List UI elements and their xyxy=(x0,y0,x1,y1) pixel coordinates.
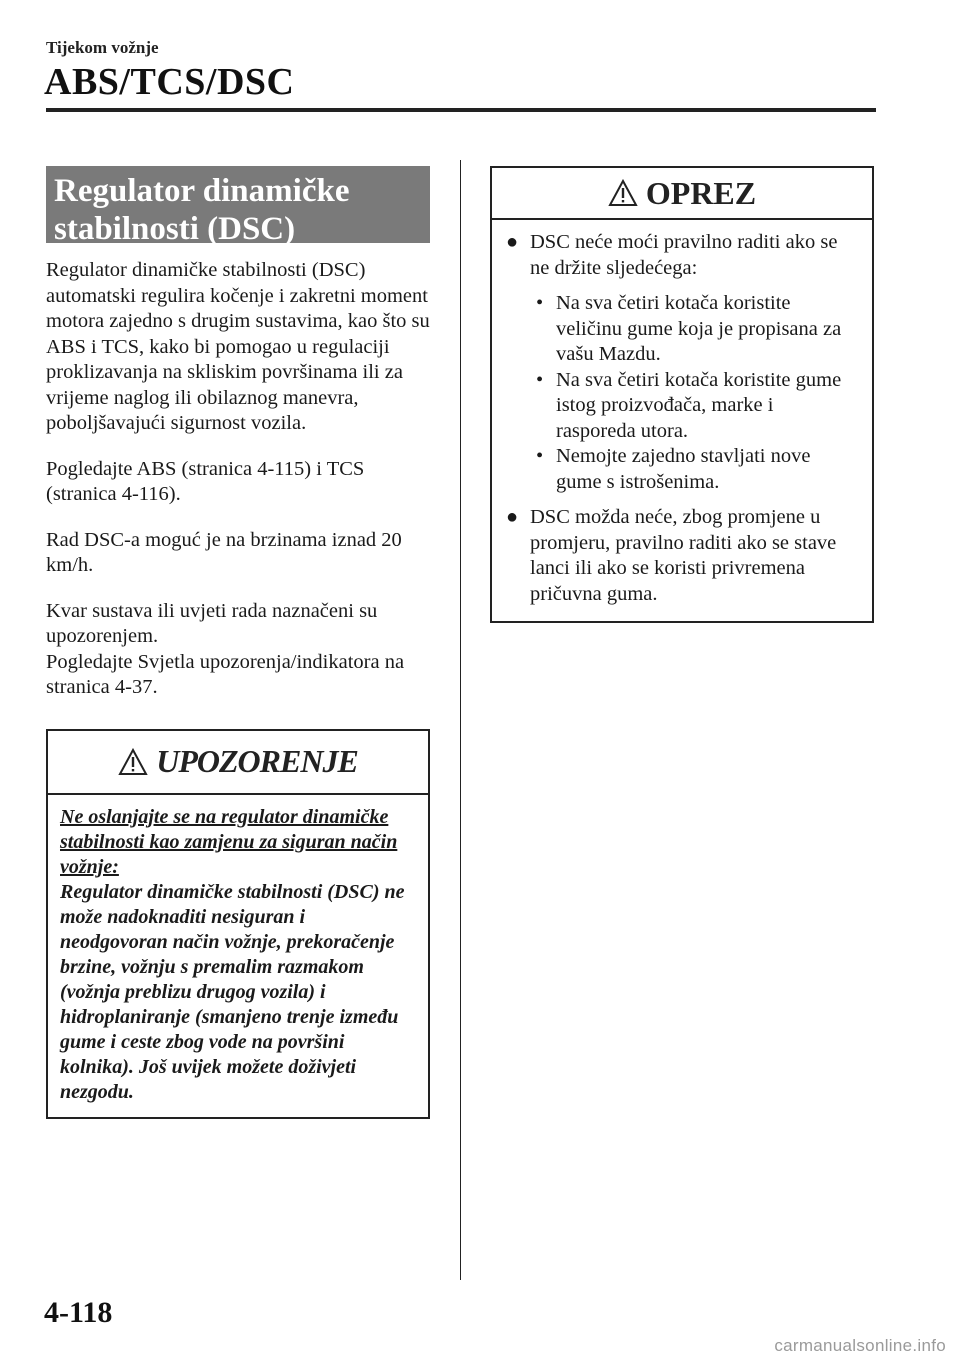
caution-sub-item-text: Na sva četiri kotača koristite veličinu gume koja je propisana za vašu Mazdu. xyxy=(556,292,842,365)
sub-bullet-icon: • xyxy=(536,368,544,391)
sub-bullet-icon: • xyxy=(536,292,544,314)
caution-sub-list xyxy=(530,291,858,495)
caution-sub-item xyxy=(530,444,858,495)
warning-triangle-icon xyxy=(608,179,638,207)
caution-item xyxy=(504,505,858,607)
caution-label: OPREZ xyxy=(645,174,757,211)
caution-body xyxy=(492,220,872,621)
page-number: 4-118 xyxy=(44,1296,113,1329)
section-heading-line1: Regulator dinamičke xyxy=(54,173,350,209)
intro-paragraph: Regulator dinamičke stabilnosti (DSC) automatski regulira kočenje i zakretni moment motora zajedno s drugim sustavima, kao što su ABS i TCS, kako bi pomogao u regulaciji proklizavanja na skliskim površinama ili za vrijeme naglog ili obilaznog manevra, poboljšavajući sigurnost vozila. xyxy=(46,259,430,434)
caution-item xyxy=(504,230,858,495)
warning-lead: Ne oslanjajte se na regulator dinamičke stabilnosti kao zamjenu za siguran način vožnje: xyxy=(60,805,398,878)
warning-triangle-icon xyxy=(118,748,148,776)
caution-header xyxy=(492,168,872,220)
caution-sub-item-text: Na sva četiri kotača koristite gume istog proizvođača, marke i rasporeda utora. xyxy=(556,368,842,442)
indicator-reference: Pogledajte Svjetla upozorenja/indikatora na stranica 4-37. xyxy=(46,650,405,698)
warning-header xyxy=(48,731,428,795)
page-title: ABS/TCS/DSC xyxy=(44,61,295,103)
bullet-icon: ● xyxy=(506,506,519,528)
caution-sub-item-text: Nemojte zajedno stavljati nove gume s istrošenima. xyxy=(556,445,811,493)
warning-body xyxy=(48,795,428,1117)
right-column xyxy=(490,166,874,623)
fault-paragraph: Kvar sustava ili uvjeti rada naznačeni su upozorenjem. xyxy=(46,599,378,647)
bullet-icon: ● xyxy=(506,231,519,253)
column-divider xyxy=(460,160,461,1280)
caution-item-text: DSC neće moći pravilno raditi ako se ne držite sljedećega: xyxy=(530,231,838,279)
caution-sub-item xyxy=(530,291,858,368)
sub-bullet-icon: • xyxy=(536,445,544,467)
warning-text: Regulator dinamičke stabilnosti (DSC) ne može nadoknaditi nesiguran i neodgovoran način vožnje, prekoračenje brzine, vožnju s premalim razmakom (vožnja preblizu drugog vozila) i hidroplaniranje (smanjeno trenje između gume i ceste zbog vode na površini kolnika). Još uvijek možete doživjeti nezgodu. xyxy=(60,880,405,1103)
caution-sub-item xyxy=(530,368,858,445)
warning-label: UPOZORENJE xyxy=(156,743,358,779)
section-label: Tijekom vožnje xyxy=(46,38,159,57)
speed-paragraph: Rad DSC-a moguć je na brzinama iznad 20 km/h. xyxy=(46,528,402,576)
warning-box xyxy=(46,729,430,1119)
section-heading xyxy=(46,166,430,247)
reference-paragraph: Pogledajte ABS (stranica 4-115) i TCS (stranica 4-116). xyxy=(46,457,365,505)
caution-box xyxy=(490,166,874,623)
left-column xyxy=(46,166,430,1119)
header-rule xyxy=(46,108,876,112)
watermark: carmanualsonline.info xyxy=(774,1336,946,1355)
section-heading-line2: stabilnosti (DSC) xyxy=(54,211,296,247)
caution-item-text: DSC možda neće, zbog promjene u promjeru, pravilno raditi ako se stave lanci ili ako se koristi privremena pričuvna guma. xyxy=(530,506,837,605)
